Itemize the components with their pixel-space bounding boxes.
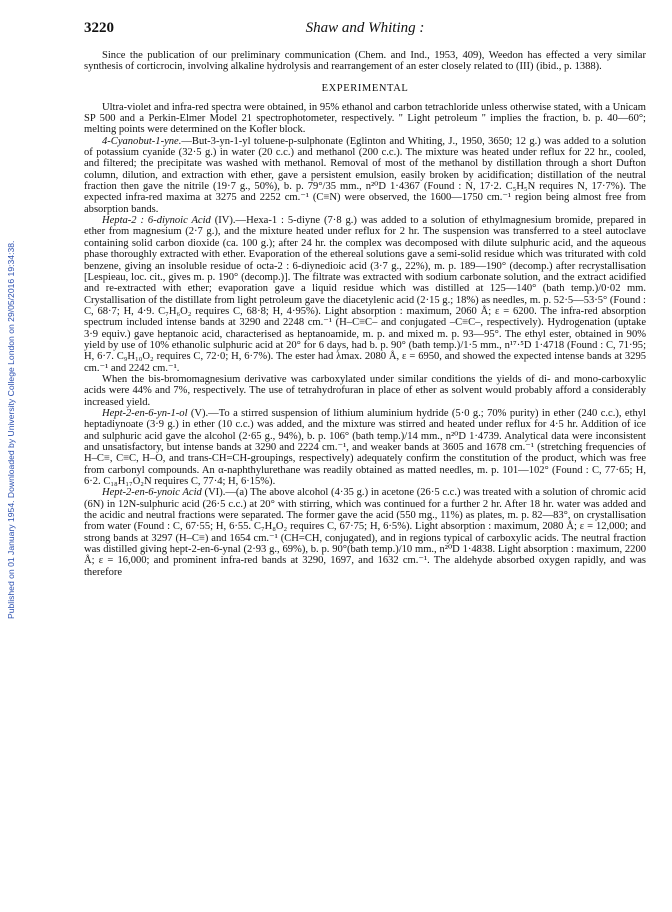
paragraph-body: When the bis-bromomagnesium derivative was carboxylated under similar conditions the yields of di- and mono-carboxylic acids were 44% and 7%, respectively. The use of tetrahydrofuran in place of ether as solvent would probably afford a considerably increased yield. [84, 373, 646, 408]
paragraph-title: Hept-2-en-6-ynoic Acid [102, 487, 202, 499]
page-header [84, 20, 646, 40]
intro-paragraph: Since the publication of our preliminary communication (Chem. and Ind., 1953, 409), Weedon has effected a very similar synthesis of corticrocin, involving alkaline hydrolysis and rearrangement of an ester closely related to (III) (ibid., p. 1388). [84, 50, 646, 73]
paragraph-carboxylation-note [84, 374, 646, 408]
page-body [84, 20, 646, 578]
download-watermark: Published on 01 January 1954. Downloaded by University College London on 29/05/2016 19:34:38. [6, 240, 16, 620]
paragraph-heptadiynoic-acid [84, 215, 646, 374]
paragraph-title: 4-Cyanobut-1-yne. [102, 135, 182, 147]
paragraph-heptenynol [84, 408, 646, 487]
paragraph-body: —But-3-yn-1-yl toluene-p-sulphonate (Eglinton and Whiting, J., 1950, 3650; 12 g.) was added to a solution of potassium cyanide (32·5 g.) in water (20 c.c.) and methanol (200 c.c.). The mixture was heated under reflux for 22 hr., cooled, and filtered; the precipitate was washed with methanol. Removal of most of the methanol by distillation through a short Dufton column, dilution, and extraction with ether, gave a persistent emulsion, easily broken by acidification; distillation of the neutral fraction then gave the nitrile (19·7 g., 50%), b. p. 79°/35 mm., n²⁰D 1·4367 (Found : N, 17·2. C₅H₅N requires N, 17·7%). The expected infra-red maxima at 3275 and 2252 cm.⁻¹ (C≡N) were observed, the 1600—1750 cm.⁻¹ region being almost free from absorption bands. [84, 135, 646, 215]
section-heading: EXPERIMENTAL [321, 82, 409, 94]
paragraph-heptenynoic-acid [84, 487, 646, 578]
paragraph-body: (V).—To a stirred suspension of lithium aluminium hydride (5·0 g.; 70% purity) in ether (240 c.c.), ethyl heptadiynoate (3·9 g.) in ether (10 c.c.) was added, and the mixture was stirred and heated under reflux for 4·5 hr. Addition of ice and sulphuric acid gave the alcohol (2·65 g., 94%), b. p. 106° (bath temp.)/14 mm., n²⁰D 1·4739. Analytical data were inconsistent and unsatisfactory, but intense bands at 3290 and 2224 cm.⁻¹, and weaker bands at 3605 and 1678 cm.⁻¹ (stretching frequencies of H–C≡, C≡C, H–O, and trans-CH=CH-groupings, respectively) adequately confirm the constitution of the product, which was free from carbonyl compounds. An α-naphthylurethane was readily obtained as matted needles, m. p. 101—102° (Found : C, 77·65; H, 6·2. C₁₈H₁₇O₂N requires C, 77·4; H, 6·15%). [84, 407, 646, 488]
paragraph-cyanobutyne [84, 136, 646, 215]
general-methods-paragraph: Ultra-violet and infra-red spectra were obtained, in 95% ethanol and carbon tetrachloride unless otherwise stated, with a Unicam SP 500 and a Perkin-Elmer Model 21 spectrophotometer, respectively. " Light petroleum " implies the fraction, b. p. 40—60°; melting points were determined on the Kofler block. [84, 101, 646, 136]
paragraph-body: (VI).—(a) The above alcohol (4·35 g.) in acetone (26·5 c.c.) was treated with a solution of chromic acid (6N) in 12N-sulphuric acid (26·5 c.c.) at 20° with stirring, which was continued for a further 2 hr. After 18 hr. water was added and the acidic and neutral fractions were separated. The former gave the acid (550 mg., 11%) as plates, m. p. 82—83°, on crystallisation from water (Found : C, 67·55; H, 6·55. C₇H₈O₂ requires C, 67·75; H, 6·5%). Light absorption : maximum, 2080 Å; ε = 12,000; and strong bands at 3297 (H–C≡) and 1654 cm.⁻¹ (CH=CH, conjugated), and in regions typical of carboxylic acids. The neutral fraction was distilled giving hept-2-en-6-ynal (2·93 g., 69%), b. p. 90°(bath temp.)/10 mm., n²⁰D 1·4838. Light absorption : maximum, 2200 Å; ε = 16,000; and prominent infra-red bands at 3290, 1697, and 1632 cm.⁻¹. The aldehyde absorbed oxygen rapidly, and was therefore [84, 487, 646, 578]
page-number: 3220 [84, 20, 114, 36]
paragraph-body: (IV).—Hexa-1 : 5-diyne (7·8 g.) was added to a solution of ethylmagnesium bromide, prepared in ether from magnesium (2·7 g.), and the mixture heated under reflux for 2 hr. The suspension was transferred to a steel autoclave containing solid carbon dioxide (ca. 100 g.); after 24 hr. the complex was decomposed with dilute sulphuric acid, and the aqueous phase thoroughly extracted with ether. Evaporation of the ethereal solutions gave a semi-solid residue which was triturated with cold benzene, giving an insoluble residue of octa-2 : 6-diynedioic acid (3·7 g., 22%), m. p. 189—190° (decomp.) after recrystallisation [Lespieau, loc. cit., gives m. p. 190° (decomp.)]. The filtrate was extracted with sodium carbonate solution, and the extract acidified and re-extracted with ether; evaporation gave a liquid residue which was distilled at 125—140° (bath temp.)/0·02 mm. Crystallisation of the distillate from light petroleum gave the diacetylenic acid (2·15 g.; 18%) as needles, m. p. 52·5—53·5° (Found : C, 68·7; H, 4·9. C₇H₆O₂ requires C, 68·8; H, 4·95%). Light absorption : maximum, 2060 Å; ε = 6200. The infra-red absorption spectrum included intense bands at 3290 and 2248 cm.⁻¹ (H–C≡C– and conjugated –C≡C–, respectively). Hydrogenation (uptake 3·9 equiv.) gave heptanoic acid, characterised as heptanoamide, m. p. and mixed m. p. 93—95°. The ethyl ester, obtained in 90% yield by use of 10% ethanolic sulphuric acid at 20° for 6 days, had b. p. 90° (bath temp.)/1·5 mm., n¹⁷·⁵D 1·4718 (Found : C, 71·95; H, 6·7. C₉H₁₀O₂ requires C, 72·0; H, 6·7%). The ester had λmax. 2080 Å, ε = 6950, and showed the expected intense bands at 3295 cm.⁻¹ and 2242 cm.⁻¹. [84, 215, 646, 374]
running-title: Shaw and Whiting : [305, 20, 425, 36]
paragraph-title: Hept-2-en-6-yn-1-ol [102, 407, 188, 419]
paragraph-title: Hepta-2 : 6-diynoic Acid [102, 215, 211, 227]
